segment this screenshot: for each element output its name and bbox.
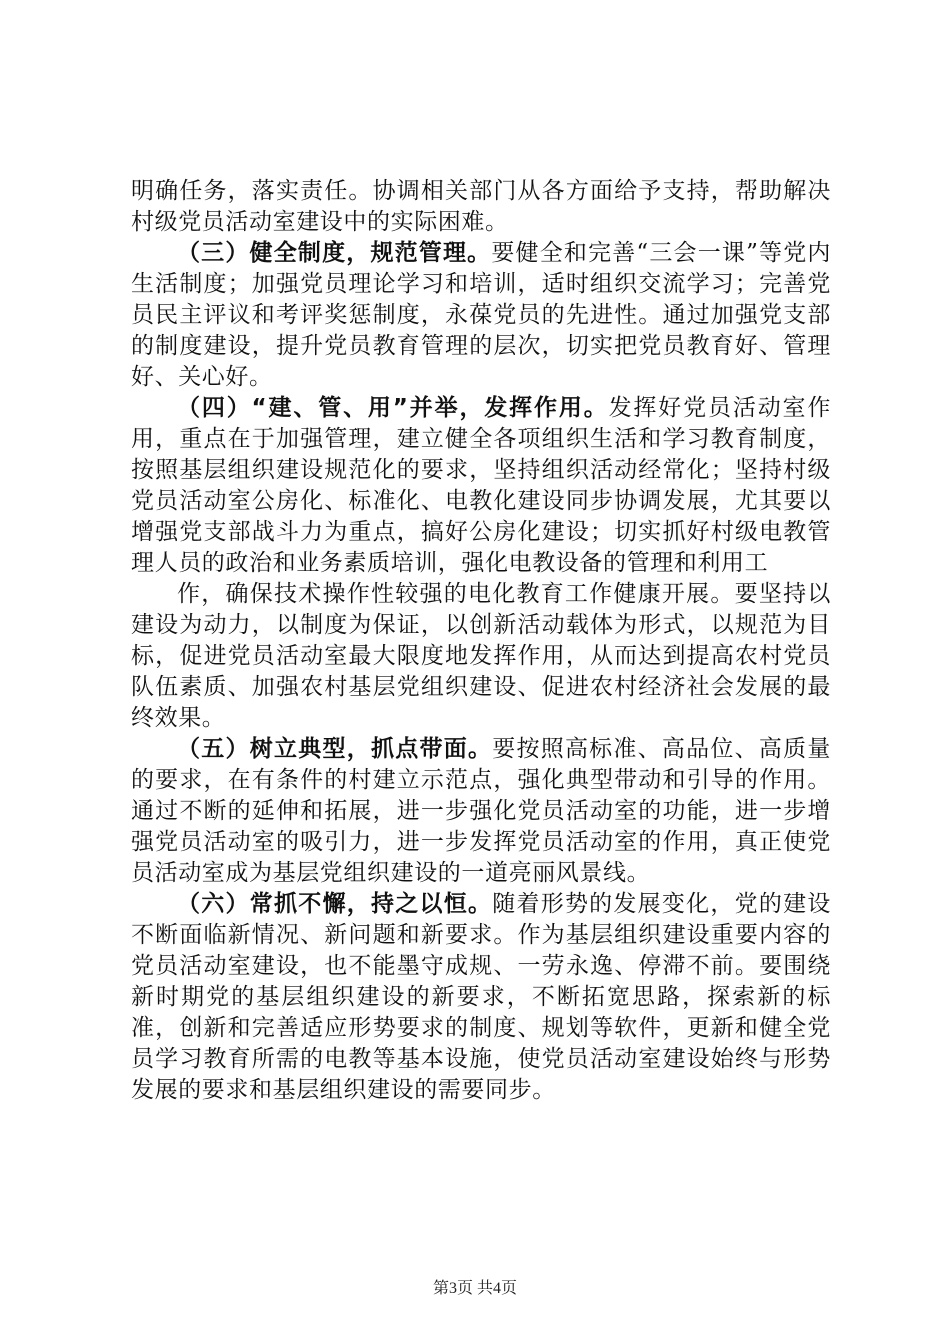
paragraph-2 xyxy=(131,238,831,393)
paragraph-3-heading: （四）“建、管、用”并举，发挥作用。 xyxy=(177,395,609,421)
page-footer xyxy=(0,1275,950,1298)
paragraph-3 xyxy=(131,393,831,579)
paragraph-5-body: 要按照高标准、高品位、高质量的要求，在有条件的村建立示范点，强化典型带动和引导的作用。通过不断的延伸和拓展，进一步强化党员活动室的功能，进一步增强党员活动室的吸引力，进一步发挥党员活动室的作用，真正使党员活动室成为基层党组织建设的一道亮丽风景线。 xyxy=(131,736,831,886)
paragraph-6-heading: （六）常抓不懈，持之以恒。 xyxy=(177,891,493,917)
paragraph-4-body: 作，确保技术操作性较强的电化教育工作健康开展。要坚持以建设为动力，以制度为保证，以创新活动载体为形式，以规范为目标，促进党员活动室最大限度地发挥作用，从而达到提高农村党员队伍素质、加强农村基层党组织建设、促进农村经济社会发展的最终效果。 xyxy=(131,581,831,731)
paragraph-2-heading: （三）健全制度，规范管理。 xyxy=(177,240,492,266)
paragraph-3-body: 发挥好党员活动室作用，重点在于加强管理，建立健全各项组织生活和学习教育制度，按照基层组织建设规范化的要求，坚持组织活动经常化；坚持村级党员活动室公房化、标准化、电教化建设同步协调发展，尤其要以增强党支部战斗力为重点，搞好公房化建设；切实抓好村级电教管理人员的政治和业务素质培训，强化电教设备的管理和利用工 xyxy=(131,395,831,576)
paragraph-6 xyxy=(131,889,831,1106)
paragraph-5-heading: （五）树立典型，抓点带面。 xyxy=(177,736,493,762)
paragraph-1 xyxy=(131,176,831,238)
paragraph-2-body: 要健全和完善“三会一课”等党内生活制度；加强党员理论学习和培训，适时组织交流学习；完善党员民主评议和考评奖惩制度，永葆党员的先进性。通过加强党支部的制度建设，提升党员教育管理的层次，切实把党员教育好、管理好、关心好。 xyxy=(131,240,831,390)
paragraph-5 xyxy=(131,734,831,889)
paragraph-4 xyxy=(131,579,831,734)
document-body xyxy=(131,176,831,1106)
paragraph-6-body: 随着形势的发展变化，党的建设不断面临新情况、新问题和新要求。作为基层组织建设重要内容的党员活动室建设，也不能墨守成规、一劳永逸、停滞不前。要围绕新时期党的基层组织建设的新要求，不断拓宽思路，探索新的标准，创新和完善适应形势要求的制度、规划等软件，更新和健全党员学习教育所需的电教等基本设施，使党员活动室建设始终与形势发展的要求和基层组织建设的需要同步。 xyxy=(131,891,831,1103)
paragraph-1-body: 明确任务，落实责任。协调相关部门从各方面给予支持，帮助解决村级党员活动室建设中的实际困难。 xyxy=(131,178,831,235)
page-number-label: 第3页 共4页 xyxy=(432,1280,517,1297)
